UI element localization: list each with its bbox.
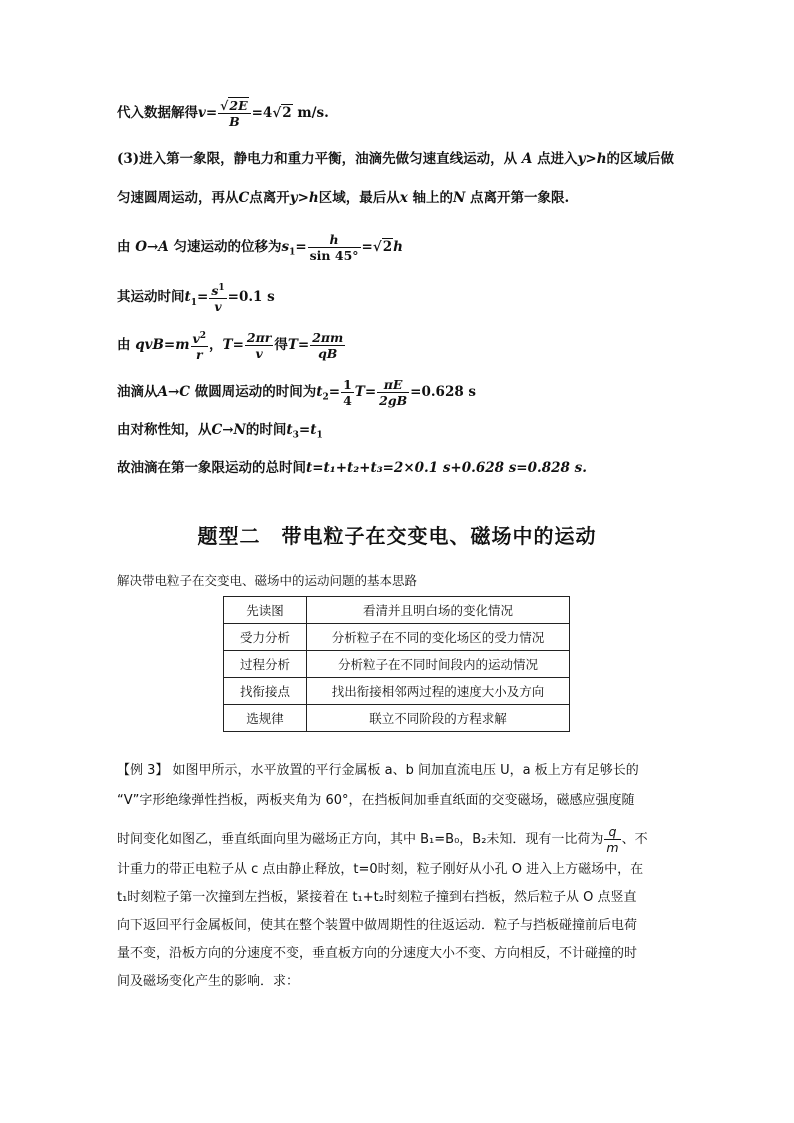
fraction: $\frac{s^1}{v}$ xyxy=(211,283,225,315)
solution-line-3: 匀速圆周运动，再从C点离开y>h区域，最后从x 轴上的N 点离开第一象限. xyxy=(117,190,570,206)
intro-text: 解决带电粒子在交变电、磁场中的运动问题的基本思路 xyxy=(117,573,418,588)
table-cell: 选规律 xyxy=(224,705,307,732)
solution-line-7: 油滴从A→C 做圆周运动的时间为$t_2=$ $\frac{1}{4}$ T= $\frac{\pi E}{2gB}$ =0.628 s xyxy=(117,377,477,408)
table-cell: 找出衔接相邻两过程的速度大小及方向 xyxy=(307,678,570,705)
fraction: $\frac{2\pi m}{qB}$ xyxy=(312,330,344,362)
solution-line-4: 由 O→A 匀速运动的位移为$s_1=$ $\frac{h}{\sin 45^\circ}$ =√2h xyxy=(117,232,403,263)
table-cell: 分析粒子在不同时间段内的运动情况 xyxy=(307,651,570,678)
solution-line-5: 其运动时间$t_1=$ $\frac{s^1}{v}$ =0.1 s xyxy=(117,283,275,315)
fraction: $\frac{h}{\sin 45^\circ}$ xyxy=(309,232,359,263)
fraction: $\frac{2\pi r}{v}$ xyxy=(246,330,272,362)
example-line: 时间变化如图乙，垂直纸面向里为磁场正方向，其中 B₁=B₀，B₂未知．现有一比荷为 $\frac{q}{m}$ 、不 xyxy=(117,824,648,855)
table-row xyxy=(224,624,570,651)
example-line: t₁时刻粒子第一次撞到左挡板，紧接着在 t₁+t₂时刻粒子撞到右挡板，然后粒子从 O 点竖直 xyxy=(117,890,637,905)
table-cell: 受力分析 xyxy=(224,624,307,651)
section-title: 题型二 带电粒子在交变电、磁场中的运动 xyxy=(197,524,597,548)
table-row xyxy=(224,597,570,624)
example-line: 量不变，沿板方向的分速度不变，垂直板方向的分速度大小不变、方向相反，不计碰撞的时 xyxy=(117,946,638,961)
table-cell: 过程分析 xyxy=(224,651,307,678)
solution-line-6: 由 qvB=m $\frac{v^2}{r}$ ，T= $\frac{2\pi r}{v}$ 得T= $\frac{2\pi m}{qB}$ xyxy=(117,330,344,363)
example-line: 【例 3】 如图甲所示，水平放置的平行金属板 a、b 间加直流电压 U，a 板上方有足够长的 xyxy=(117,763,639,778)
example-line: 间及磁场变化产生的影响．求： xyxy=(117,974,300,989)
example-line: 向下返回平行金属板间，使其在整个装置中做周期性的往返运动．粒子与挡板碰撞前后电荷 xyxy=(117,918,638,933)
fraction: $\frac{q}{m}$ xyxy=(606,824,619,855)
solution-line-8: 由对称性知，从C→N的时间$t_3=t_1$ xyxy=(117,422,323,441)
fraction: $\frac{1}{4}$ xyxy=(343,377,352,408)
table-cell: 联立不同阶段的方程求解 xyxy=(307,705,570,732)
table-row xyxy=(224,705,570,732)
fraction: $\frac{v^2}{r}$ xyxy=(192,331,207,363)
table-cell: 分析粒子在不同的变化场区的受力情况 xyxy=(307,624,570,651)
table-row xyxy=(224,651,570,678)
fraction: $\frac{\pi E}{2gB}$ xyxy=(379,377,408,408)
fraction: $\frac{√2E}{B}$ xyxy=(218,98,250,129)
table-cell: 先读图 xyxy=(224,597,307,624)
solution-line-2: (3)进入第一象限，静电力和重力平衡，油滴先做匀速直线运动，从 A 点进入y>h的区域后做 xyxy=(117,151,675,167)
solution-line-1: 代入数据解得v= $\frac{√2E}{B}$ =4√2 m/s. xyxy=(117,98,329,129)
table-cell: 找衔接点 xyxy=(224,678,307,705)
table-row xyxy=(224,678,570,705)
example-line: “V”字形绝缘弹性挡板，两板夹角为 60°，在挡板间加垂直纸面的交变磁场，磁感应强度随 xyxy=(117,793,635,808)
table-cell: 看清并且明白场的变化情况 xyxy=(307,597,570,624)
example-line: 计重力的带正电粒子从 c 点由静止释放，t=0时刻，粒子刚好从小孔 O 进入上方磁场中，在 xyxy=(117,862,644,877)
solution-line-9: 故油滴在第一象限运动的总时间t=t₁+t₂+t₃=2×0.1 s+0.628 s=0.828 s. xyxy=(117,460,587,476)
steps-table xyxy=(223,596,570,732)
